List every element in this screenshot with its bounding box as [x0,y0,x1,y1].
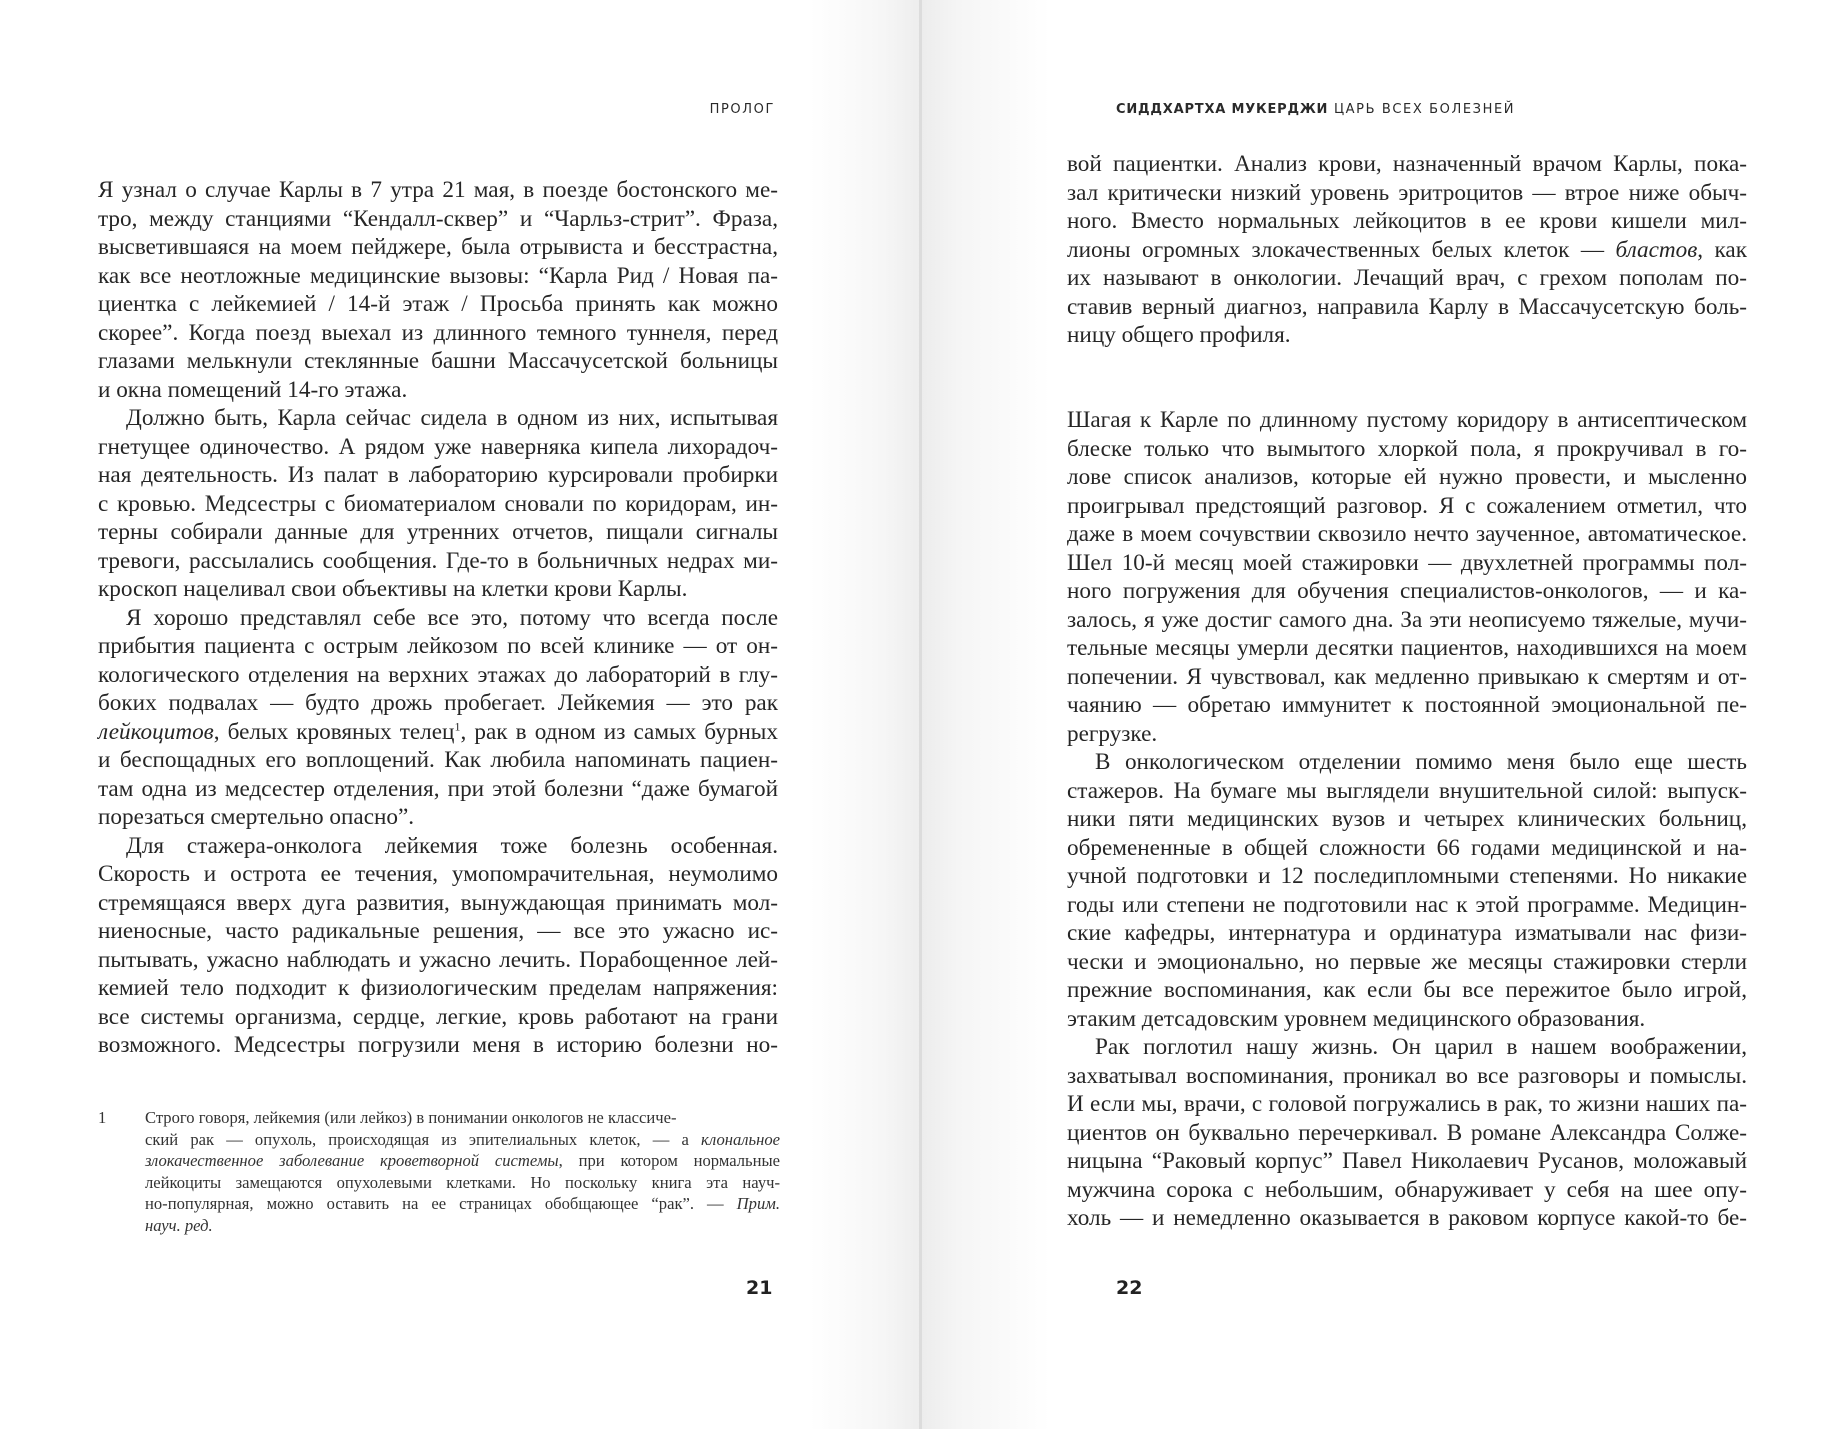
text-line: холь — и немедленно оказывается в раковом корпусе какой-то бе- [1067,1205,1747,1231]
text-line: тельные месяцы умерли десятки пациентов, находившихся на моем [1067,635,1747,661]
text-line: Должно быть, Карла сейчас сидела в одном из них, испытывая [126,405,778,431]
text-line: Рак поглотил нашу жизнь. Он царил в нашем воображении, [1095,1034,1747,1060]
text-line: захватывал воспоминания, проникал во все разговоры и помыслы. [1067,1062,1747,1089]
footnote-line: науч. ред. [145,1215,213,1235]
text-line: прежние воспоминания, как если бы все пережитое было игрой, [1067,977,1747,1003]
text-line: чаянию — обретаю иммунитет к постоянной эмоциональной пе- [1067,692,1747,718]
text-line: В онкологическом отделении помимо меня было еще шесть [1095,749,1747,775]
text-line: кологического отделения на верхних этажах до лабораторий в глу- [98,661,778,688]
text-line: Шел 10-й месяц моей стажировки — двухлетней программы пол- [1067,549,1747,576]
text-line: глазами мелькнули стеклянные башни Массачусетской больницы [98,348,778,374]
text-line: как все неотложные медицинские вызовы: “Карла Рид / Новая па- [98,262,778,289]
text-line: ного. Вместо нормальных лейкоцитов в ее крови кишели мил- [1067,208,1747,234]
text-line: ницына “Раковый корпус” Павел Николаевич Русанов, моложавый [1067,1148,1747,1174]
chapter-title: ПРОЛОГ [709,102,775,117]
footnote [98,1107,780,1247]
text-line: ниеносные, часто радикальные решения, — все это ужасно ис- [98,918,778,944]
text-line: Для стажера-онколога лейкемия тоже болезнь особенная. [126,832,778,859]
text-line: проигрывал предстоящий разговор. Я с сожалением отметил, что [1067,492,1747,519]
text-line: ная деятельность. Из палат в лабораторию курсировали пробирки [98,462,778,488]
text-line: стажеров. На бумаге мы выглядели внушительной силой: выпуск- [1067,777,1747,804]
text-line: пытывать, ужасно наблюдать и ужасно лечить. Порабощенное лей- [98,946,778,973]
text-line: залось, я уже достиг самого дна. За эти неописуемо тяжелые, мучи- [1067,606,1747,633]
text-line: чески и эмоционально, но первые же месяцы стажировки стерли [1067,948,1747,975]
text-line: ские кафедры, интернатура и ординатура изматывали нас физи- [1067,920,1747,946]
text-line: высветившаяся на моем пейджере, была отрывиста и бесстрастна, [98,234,778,260]
text-line: тро, между станциями “Кендалл-сквер” и “Чарльз-стрит”. Фраза, [98,205,778,232]
text-line: вой пациентки. Анализ крови, назначенный врачом Карлы, пока- [1067,151,1747,177]
text-line: лионы огромных злокачественных белых клеток — бластов, как [1067,236,1747,263]
text-line: возможного. Медсестры погрузили меня в историю болезни но- [98,1032,778,1058]
text-line: попечении. Я чувствовал, как медленно привыкаю к смертям и от- [1067,663,1747,690]
text-line: Скорость и острота ее течения, умопомрачительная, неумолимо [98,861,778,887]
text-line: Шагая к Карле по длинному пустому коридору в антисептическом [1067,407,1747,433]
right-body-text-section [1067,406,1747,1233]
text-line: и беспощадных его воплощений. Как любила напоминать пациен- [98,747,778,773]
text-line: тревоги, рассылались сообщения. Где-то в больничных недрах ми- [98,547,778,574]
text-line: стремящаяся вверх дуга развития, вынуждающая принимать мол- [98,889,778,916]
footnote-line: ский рак — опухоль, происходящая из эпителиальных клеток, — а клональное [145,1129,780,1149]
footnote-number: 1 [98,1108,107,1127]
text-line: с кровью. Медсестры с биоматериалом сновали по коридорам, ин- [98,490,778,517]
text-line: лове список анализов, которые ей нужно провести, и мысленно [1067,464,1747,490]
text-line: И если мы, врачи, с головой погружались в рак, то жизни наших па- [1067,1091,1747,1117]
text-line: ного погружения для обучения специалистов-онкологов, — и ка- [1067,578,1747,604]
text-line: циентов он буквально перечеркивал. В романе Александра Солже- [1067,1119,1747,1146]
book-title: ЦАРЬ ВСЕХ БОЛЕЗНЕЙ [1333,102,1516,117]
text-line: все системы организма, сердце, легкие, кровь работают на грани [98,1003,778,1030]
text-line: и окна помещений 14-го этажа. [98,376,408,403]
text-line: учной подготовки и 12 последипломными степенями. Но никакие [1067,863,1747,889]
left-body-text [98,176,778,1060]
right-body-text-continued [1067,150,1747,350]
text-line: мужчина сорока с небольшим, обнаруживает у себя на шее опу- [1067,1176,1747,1203]
text-line: регрузке. [1067,720,1158,747]
footnote-line: злокачественное заболевание кроветворной системы, при котором нормальные [145,1151,780,1171]
text-line: лейкоцитов, белых кровяных телец$^1$, рак в одном из самых бурных [98,718,778,745]
running-head-left [710,102,775,117]
text-line: терны собирали данные для утренних отчетов, пищали сигналы [98,519,778,545]
book-gutter [919,0,922,1429]
text-line: циентка с лейкемией / 14-й этаж / Просьба принять как можно [98,291,778,317]
text-line: этаким детсадовским уровнем медицинского образования. [1067,1005,1646,1032]
page-number-right: 22 [1116,1277,1143,1299]
text-line: кемией тело подходит к физиологическим пределам напряжения: [98,975,778,1001]
text-line: Я хорошо представлял себе все это, потому что всегда после [126,604,778,631]
text-line: даже в моем сочувствии сквозило нечто заученное, автоматическое. [1067,521,1747,547]
text-line: обремененные в общей сложности 66 годами медицинской и на- [1067,834,1747,861]
text-line: порезаться смертельно опасно”. [98,804,415,830]
footnote-line: но-популярная, можно оставить на ее страницах обобщающее “рак”. — Прим. [145,1194,780,1214]
footnote-line: Строго говоря, лейкемия (или лейкоз) в понимании онкологов не классиче- [145,1108,677,1127]
text-line: кроскоп нацеливал свои объективы на клетки крови Карлы. [98,576,688,602]
text-line: их называют в онкологии. Лечащий врач, с грехом пополам по- [1067,265,1747,291]
text-line: гнетущее одиночество. А рядом уже наверняка кипела лихорадоч- [98,433,778,460]
footnote-line: лейкоциты замещаются опухолевыми клетками. Но поскольку книга эта науч- [145,1172,780,1192]
footnote-body [145,1107,780,1237]
text-line: боких подвалах — будто дрожь пробегает. Лейкемия — это рак [98,690,778,716]
running-head-right [1116,102,1515,117]
author-name: СИДДХАРТХА МУКЕРДЖИ [1116,102,1329,117]
footnote-ref[interactable]: 1 [454,718,461,733]
text-line: годы или степени не подготовили нас к этой программе. Медицин- [1067,891,1747,918]
text-line: прибытия пациента с острым лейкозом по всей клинике — от он- [98,633,778,659]
text-line: блеске только что вымытого хлоркой пола, я прокручивал в го- [1067,435,1747,462]
text-line: там одна из медсестер отделения, при этой болезни “даже бумагой [98,775,778,802]
text-line: ники пяти медицинских вузов и четырех клинических больниц, [1067,806,1747,832]
text-line: зал критически низкий уровень эритроцитов — втрое ниже обыч- [1067,179,1747,206]
text-line: ставив верный диагноз, направила Карлу в Массачусетскую боль- [1067,293,1747,320]
text-line: Я узнал о случае Карлы в 7 утра 21 мая, в поезде бостонского ме- [98,177,778,203]
text-line: скорее”. Когда поезд выехал из длинного темного туннеля, перед [98,319,778,346]
page-number-left: 21 [746,1277,773,1299]
text-line: ницу общего профиля. [1067,322,1291,348]
